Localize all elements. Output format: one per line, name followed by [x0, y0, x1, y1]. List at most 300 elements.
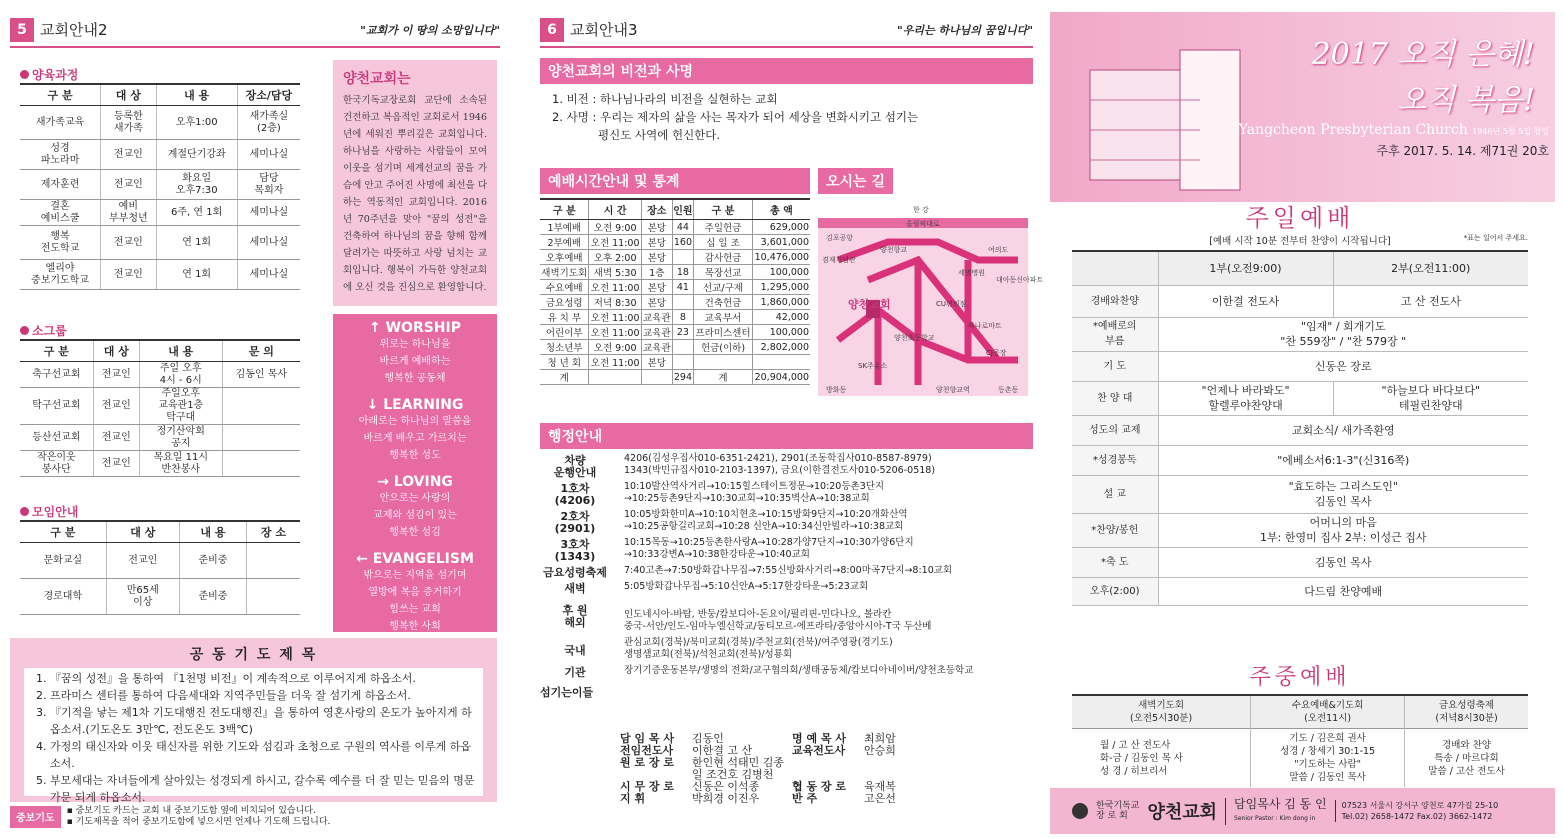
- table-cell: 주일헌금: [694, 220, 753, 235]
- table-cell: 목장선교: [694, 265, 753, 280]
- table-cell: 프라미스센터: [694, 325, 753, 340]
- table-row: [20, 226, 300, 260]
- smallgroup-table: [20, 339, 300, 477]
- table-cell: 계: [540, 370, 589, 385]
- footnote-label: 중보기도: [10, 806, 61, 828]
- table-cell: 오전 11:00: [589, 235, 641, 250]
- table-row: [1072, 445, 1528, 475]
- table-cell: 준비중: [179, 579, 246, 615]
- admin-label: 국내: [564, 644, 586, 657]
- order-label: *성경봉독: [1072, 445, 1158, 475]
- footnote: 중보기도 ▪ 중보기도 카드는 교회 내 중보기도함 옆에 비치되어 있습니다. ▪ 기도제목을 적어 중보기도함에 넣으시면 언제나 기도해 드립니다.: [10, 806, 330, 828]
- table-cell: 새가족교육: [20, 106, 101, 140]
- map-title: 오시는 길: [818, 168, 893, 194]
- dawn-header: 새벽기도회 (오전5시30분): [1129, 700, 1193, 724]
- address: 07523 서울시 강서구 양천로 47가길 25-10: [1341, 801, 1499, 810]
- map-label: 세명병원: [958, 269, 986, 277]
- sunday-title: 주일예배: [1245, 204, 1355, 232]
- value-heading-text: LOVING: [393, 474, 453, 490]
- table-cell: 2부예배: [540, 235, 589, 250]
- table-cell: 100,000: [752, 325, 810, 340]
- servant-names: 최희암: [864, 732, 896, 745]
- order-content: "에베소서6:1-3"(신316쪽): [1158, 445, 1528, 475]
- table-cell: 3,601,000: [752, 235, 810, 250]
- admin-label: 새벽: [564, 582, 586, 595]
- table-cell: 본당: [641, 220, 672, 235]
- table-cell: 저녁 8:30: [589, 295, 641, 310]
- footnote-line: 중보기도 카드는 교회 내 중보기도함 옆에 비치되어 있습니다.: [75, 806, 316, 816]
- table-cell: 준비중: [179, 543, 246, 579]
- order-content: 김동인 목사: [1158, 547, 1528, 577]
- value-heading-text: LEARNING: [383, 397, 464, 413]
- vision-line: 평신도 사역에 헌신한다.: [598, 128, 721, 142]
- map-label: SK주유소: [858, 362, 888, 370]
- table-row: [20, 170, 300, 200]
- arrow-icon: →: [377, 474, 394, 490]
- admin-text: 10:05방화한미A→10:10치현초→10:15방화9단지→10:20개화산역 →10:25공항길리교회→10:28 신안A→10:34신안빌라→10:38교회: [624, 509, 908, 532]
- value-block: [333, 320, 497, 387]
- servant-role: 전임전도사: [620, 744, 674, 757]
- column-header: 장 소: [246, 521, 300, 543]
- church-english-name: Yangcheon Presbyterian Church: [1238, 122, 1468, 138]
- table-cell: 새벽기도회: [540, 265, 589, 280]
- phone: Tel.02) 2658-1472 Fax.02) 3662-1472: [1341, 812, 1493, 821]
- col-first-service: 1부(오전9:00): [1158, 251, 1333, 285]
- table-row: [20, 425, 300, 451]
- table-cell: 선교/구제: [694, 280, 753, 295]
- admin-text: 인도네시아-바탐, 반둥/캄보디아-돈요이/필리핀-민다나오, 볼라칸 중국-서안/인도-임마누엘신학교/동티모르-에프라타/중앙아시아-T국 두산베: [624, 609, 932, 632]
- table-row: [540, 250, 810, 265]
- table-cell: 담당 목회자: [237, 170, 300, 200]
- value-block: [333, 551, 497, 635]
- table-cell: 교육부서: [694, 310, 753, 325]
- value-heading: [333, 397, 497, 413]
- column-header: 대 상: [93, 340, 139, 362]
- table-cell: [672, 340, 693, 355]
- servant-row: [620, 757, 924, 781]
- column-header: 대 상: [106, 521, 179, 543]
- admin-text: 7:40고촌→7:50방화갑나무집→7:55신방화사거리→8:00마곡7단지→8:10교회: [624, 565, 953, 576]
- servant-names: [864, 757, 924, 781]
- table-cell: 목요일 11시 반찬봉사: [139, 451, 222, 477]
- table-cell: 주일 오후 4시 - 6시: [139, 362, 222, 388]
- prayer-item: 4. 가정의 태신자와 이웃 태신자를 위한 기도와 섬김과 초청으로 구원의 역사를 이루게 하옵소서.: [50, 738, 475, 772]
- table-cell: 문화교실: [20, 543, 106, 579]
- table-row: [20, 579, 300, 615]
- servant-row: [620, 793, 924, 805]
- table-cell: 교육관: [641, 325, 672, 340]
- column-header: 구 분: [20, 84, 101, 106]
- value-body: 위로는 하나님을 바르게 예배하는 행복한 공동체: [379, 339, 451, 384]
- table-cell: 44: [672, 220, 693, 235]
- table-cell: 주일오후 교육관1층 탁구대: [139, 388, 222, 425]
- table-cell: 전교인: [106, 543, 179, 579]
- table-cell: 20,904,000: [752, 370, 810, 385]
- table-row: [540, 295, 810, 310]
- meeting-table: [20, 520, 300, 615]
- table-cell: 100,000: [752, 265, 810, 280]
- table-cell: 1층: [641, 265, 672, 280]
- admin-title: 행정안내: [540, 423, 1033, 449]
- table-cell: 전교인: [101, 260, 156, 290]
- table-row: [540, 355, 810, 370]
- table-cell: [641, 370, 672, 385]
- map-label: 김포공항: [826, 234, 854, 242]
- table-cell: 오후1:00: [156, 106, 237, 140]
- friday-header: 금요성령축제 (저녁8시30분): [1405, 695, 1528, 729]
- nurture-section: [20, 66, 300, 290]
- table-row: [1072, 415, 1528, 445]
- value-heading-text: EVANGELISM: [372, 551, 474, 567]
- table-cell: 오전 9:00: [589, 340, 641, 355]
- vision-line: 2. 사명 : 우리는 제자의 삶을 사는 목자가 되어 세상을 변화시키고 섬기는: [552, 110, 919, 124]
- cover-footer: [1050, 788, 1555, 834]
- table-row: [1072, 381, 1528, 415]
- table-row: [540, 340, 810, 355]
- admin-text: 4206(김성우집사010-6351-2421), 2901(조동학집사010-8587-8979) 1343(박민규집사010-2103-1397), 금요(이한결전도사010-5206-0518): [624, 453, 936, 476]
- order-label: 설 교: [1072, 475, 1158, 513]
- table-cell: 오전 11:00: [589, 280, 641, 295]
- vision-values-box: [333, 314, 497, 632]
- table-cell: 41: [672, 280, 693, 295]
- table-cell: 화요일 오후7:30: [156, 170, 237, 200]
- table-cell: 청소년부: [540, 340, 589, 355]
- denomination-name: 한국기독교 장 로 회: [1096, 801, 1140, 821]
- table-cell: 연 1회: [156, 260, 237, 290]
- servant-names: 고은선: [864, 792, 896, 805]
- page-quote: "우리는 하나님의 꿈입니다": [896, 24, 1033, 37]
- table-cell: [589, 370, 641, 385]
- table-cell: [246, 543, 300, 579]
- sunday-subtitle: [예배 시작 10분 전부터 찬양이 시작됩니다]: [1209, 236, 1391, 247]
- table-cell: 김동인 목사: [222, 362, 300, 388]
- admin-text: 관심교회(경북)/북미교회(경북)/주천교회(전북)/여주영광(경기도) 생명샘교회(전북)/석천교회(전북)/성룡회: [624, 637, 893, 660]
- table-cell: 2,802,000: [752, 340, 810, 355]
- table-cell: [246, 579, 300, 615]
- servants-label: 섬기는이들: [540, 686, 594, 699]
- section-title: 소그룹: [32, 324, 67, 338]
- table-row: [20, 140, 300, 170]
- vision-line: 1. 비전 : 하나님나라의 비전을 실현하는 교회: [552, 92, 778, 106]
- prayer-item: 3. 『기적을 낳는 제1차 기도대행진 전도대행진』을 통하여 영혼사랑의 온도가 높아지게 하옵소서.(기도온도 3만℃, 전도온도 3백℃): [50, 704, 475, 738]
- admin-label: 후 원 해외: [562, 604, 588, 629]
- table-cell: 42,000: [752, 310, 810, 325]
- arrow-icon: ←: [356, 551, 373, 567]
- church-name: 양천교회: [1147, 802, 1218, 823]
- page-number: 5: [10, 18, 34, 42]
- order-content: 다드림 찬양예배: [1158, 577, 1528, 605]
- value-body: 아래로는 하나님의 말씀을 바르게 배우고 가르치는 행복한 성도: [358, 416, 472, 461]
- servant-names: 육재복: [864, 780, 896, 793]
- table-cell: [694, 355, 753, 370]
- order-content: "임재" / 회개기도 "찬 559장" / "찬 579장 ": [1158, 317, 1528, 351]
- table-row: [540, 325, 810, 340]
- col-second-service: 2부(오전11:00): [1333, 251, 1528, 285]
- founded-date: 1946년 5월 5일 창립: [1472, 127, 1549, 136]
- table-cell: 경로대학: [20, 579, 106, 615]
- value-block: [333, 397, 497, 464]
- servant-names: 신동은 이석종: [692, 780, 760, 793]
- table-cell: 엘리야 중보기도학교: [20, 260, 101, 290]
- table-row: [540, 481, 973, 509]
- stats-table: [540, 198, 810, 385]
- table-row: [540, 597, 973, 637]
- church-building-image: [1060, 30, 1270, 200]
- order-content: 신동은 장로: [1158, 351, 1528, 381]
- page-quote: "교회가 이 땅의 소망입니다": [360, 24, 500, 37]
- table-cell: 교육관: [641, 310, 672, 325]
- table-cell: [672, 355, 693, 370]
- table-row: [1072, 351, 1528, 381]
- banner-line-1: 2017 오직 은혜!: [1311, 37, 1535, 72]
- map-label: 하나로마트: [968, 322, 1002, 330]
- map-label: 겸재기념관: [822, 256, 856, 264]
- table-cell: 등록한 새가족: [101, 106, 156, 140]
- intro-text: 한국기독교장로회 교단에 소속된 건전하고 복음적인 교회로서 1946년에 세워진 뿌리깊은 교회입니다. 하나님을 사랑하는 사람들이 모여 이웃을 섬기며 세계선교의 꿈을 가슴에 안고 주어진 사명에 최선을 다하는 역동적인 교회입니다. 2016년 70주년을 맞아 "꿈의 성전"을 건축하여 하나님의 꿈을 향해 함께 달려가는 따뜻하고 사랑 넘치는 교회입니다. 행복이 가득한 양천교회에 오신 것을 진심으로 환영합니다.: [343, 95, 487, 293]
- servant-role: 원 로 장 로: [620, 756, 674, 769]
- page-title: 교회안내3: [570, 21, 638, 39]
- table-row: [1072, 547, 1528, 577]
- table-cell: 전교인: [93, 388, 139, 425]
- table-cell: 23: [672, 325, 693, 340]
- order-first: 이한결 전도사: [1158, 285, 1333, 317]
- prayer-box: [10, 638, 497, 802]
- table-cell: 전교인: [101, 226, 156, 260]
- table-cell: 작은이웃 봉사단: [20, 451, 93, 477]
- servant-role: 지 휘: [620, 792, 646, 805]
- pastor-name: 담임목사 김 동 인: [1234, 796, 1327, 811]
- value-heading: [333, 551, 497, 567]
- table-cell: 1부예배: [540, 220, 589, 235]
- weekday-title: 주중예배: [1249, 665, 1351, 690]
- order-label: 성도의 교제: [1072, 415, 1158, 445]
- table-cell: 본당: [641, 250, 672, 265]
- prayer-item: 1. 『꿈의 성전』을 통하여 『1천명 비전』이 계속적으로 이루어지게 하옵소서.: [50, 670, 475, 687]
- stats-section: [540, 168, 810, 385]
- table-row: [1072, 317, 1528, 351]
- admin-label: 2호차 (2901): [554, 510, 596, 535]
- map-label: 양천교회: [848, 298, 891, 311]
- order-label: *찬양/봉헌: [1072, 513, 1158, 547]
- table-cell: 건축헌금: [694, 295, 753, 310]
- table-row: [540, 235, 810, 250]
- table-cell: 교육관: [641, 340, 672, 355]
- table-row: [20, 200, 300, 226]
- column-header: 구 분: [20, 521, 106, 543]
- table-cell: 정기산악회 공지: [139, 425, 222, 451]
- page5-header: [10, 18, 500, 48]
- table-row: [20, 543, 300, 579]
- order-second: 고 산 전도사: [1333, 285, 1528, 317]
- table-cell: 수요예배: [540, 280, 589, 295]
- arrow-icon: ↓: [366, 397, 384, 413]
- value-block: [333, 474, 497, 541]
- column-header: 내 용: [156, 84, 237, 106]
- table-cell: 탁구선교회: [20, 388, 93, 425]
- column-header: 장소/담당: [237, 84, 300, 106]
- column-header: 대 상: [101, 84, 156, 106]
- section-title: 모임안내: [32, 505, 79, 519]
- table-cell: 8: [672, 310, 693, 325]
- table-row: [540, 565, 973, 581]
- table-cell: 세미나실: [237, 200, 300, 226]
- servant-names: 이한결 고 산: [692, 744, 753, 757]
- table-cell: 18: [672, 265, 693, 280]
- wednesday-header: 수요예배&기도회 (오전11시): [1251, 695, 1405, 729]
- table-cell: 계절단기강좌: [156, 140, 237, 170]
- table-row: [540, 280, 810, 295]
- page-number: 6: [540, 18, 564, 42]
- table-cell: 감사헌금: [694, 250, 753, 265]
- order-label: 찬 양 대: [1072, 381, 1158, 415]
- table-row: [540, 665, 973, 681]
- table-cell: 유 치 부: [540, 310, 589, 325]
- column-header: 구 분: [20, 340, 93, 362]
- table-cell: 금요성령: [540, 295, 589, 310]
- banner-line-2: 오직 복음!: [1397, 83, 1535, 118]
- servant-role: 시 무 장 로: [620, 780, 674, 793]
- table-cell: 등산선교회: [20, 425, 93, 451]
- column-header: 내 용: [139, 340, 222, 362]
- admin-label: 금요성령축제: [543, 566, 607, 579]
- admin-label: 3호차 (1343): [554, 538, 596, 563]
- table-cell: 결혼 예비스쿨: [20, 200, 101, 226]
- table-row: [20, 362, 300, 388]
- order-label: 기 도: [1072, 351, 1158, 381]
- order-header-blank: [1072, 251, 1158, 285]
- sunday-order-table: [1072, 250, 1528, 606]
- value-heading-text: WORSHIP: [385, 320, 461, 336]
- order-content: 어머니의 마음 1부: 한영미 집사 2부: 이성근 집사: [1158, 513, 1528, 547]
- column-header: 구 분: [694, 199, 753, 220]
- table-row: [540, 509, 973, 537]
- column-header: 시 간: [589, 199, 641, 220]
- admin-label: 1호차 (4206): [554, 482, 596, 507]
- order-label: *예배로의 부름: [1072, 317, 1158, 351]
- map-label: 올림픽대로: [906, 220, 940, 228]
- table-cell: [222, 388, 300, 425]
- servant-role: 담 임 목 사: [620, 732, 674, 745]
- page-title: 교회안내2: [40, 21, 108, 39]
- table-cell: 새벽 5:30: [589, 265, 641, 280]
- dawn-details: 월 / 고 산 전도사 화-금 / 김동인 목 사 성 경 / 히브리서: [1100, 739, 1183, 777]
- prayer-title: 공 동 기 도 제 목: [189, 647, 318, 663]
- value-heading: [333, 474, 497, 490]
- column-header: 장소: [641, 199, 672, 220]
- table-row: [540, 537, 973, 565]
- column-header: 구 분: [540, 199, 589, 220]
- table-cell: 본당: [641, 235, 672, 250]
- column-header: 인원: [672, 199, 693, 220]
- table-cell: 본당: [641, 355, 672, 370]
- order-label: 오후(2:00): [1072, 577, 1158, 605]
- page6-header: [540, 18, 1033, 48]
- table-cell: 세미나실: [237, 260, 300, 290]
- smallgroup-section: [20, 322, 300, 477]
- weekday-table: [1072, 694, 1528, 787]
- servant-role: 교육전도사: [792, 744, 846, 757]
- map-label: CU편의점: [936, 300, 967, 308]
- order-second: "하늘보다 바다보다" 테필린찬양대: [1333, 381, 1528, 415]
- map-label: 양천초등학교: [894, 334, 935, 342]
- value-body: 안으로는 사랑의 교제와 섬김이 있는 행복한 섬김: [373, 493, 457, 538]
- table-row: [540, 581, 973, 597]
- admin-label: 차량 운행안내: [553, 454, 597, 479]
- table-cell: 청 년 회: [540, 355, 589, 370]
- admin-text: 장기기증운동본부/생명의 전화/교구협의회/생태공동체/캄보디아네이버/양천초등학교: [624, 665, 974, 676]
- table-cell: 629,000: [752, 220, 810, 235]
- order-content: 교회소식/ 새가족환영: [1158, 415, 1528, 445]
- table-row: [20, 106, 300, 140]
- footnote-line: 기도제목을 적어 중보기도함에 넣으시면 언제나 기도해 드립니다.: [75, 817, 331, 827]
- table-row: [1072, 475, 1528, 513]
- prayer-item: 2. 프라미스 센터를 통하여 다음세대와 지역주민들을 더욱 잘 섬기게 하옵소서.: [50, 687, 475, 704]
- table-row: [1072, 513, 1528, 547]
- map-label: 양천향교: [880, 246, 908, 254]
- denomination-logo-icon: [1072, 803, 1088, 819]
- servant-names: 김동인: [692, 732, 724, 745]
- admin-text: 10:10발산역사거리→10:15힐스테이트정문→10:20등촌3단지 →10:25등촌9단지→10:30교회→10:35벽산A→10:38교회: [624, 481, 885, 504]
- friday-details: 경배와 찬양 특송 / 마르다회 말씀 / 고산 전도사: [1405, 729, 1528, 788]
- table-row: [20, 388, 300, 425]
- map-label: 등촌동: [998, 386, 1019, 394]
- table-cell: [672, 295, 693, 310]
- table-cell: [222, 451, 300, 477]
- sunday-worship: [1072, 198, 1528, 247]
- table-cell: [752, 355, 810, 370]
- value-body: 밖으로는 지역을 섬기며 열방에 복음 증거하기 힘쓰는 교회 행복한 사회: [363, 570, 467, 632]
- table-cell: 전교인: [101, 170, 156, 200]
- table-cell: 십 일 조: [694, 235, 753, 250]
- table-row: [540, 220, 810, 235]
- table-cell: 행복 전도학교: [20, 226, 101, 260]
- map-label: 한 강: [913, 206, 929, 214]
- table-cell: 헌금(이하): [694, 340, 753, 355]
- table-cell: 만65세 이상: [106, 579, 179, 615]
- admin-label: 기관: [564, 666, 586, 679]
- value-heading: [333, 320, 497, 336]
- table-row: [540, 310, 810, 325]
- admin-section: [540, 423, 1033, 805]
- table-cell: 예비 부부청년: [101, 200, 156, 226]
- table-cell: 본당: [641, 295, 672, 310]
- table-cell: 세미나실: [237, 140, 300, 170]
- table-cell: 오전 11:00: [589, 325, 641, 340]
- table-cell: 제자훈련: [20, 170, 101, 200]
- table-row: [1072, 285, 1528, 317]
- table-cell: 새가족실 (2층): [237, 106, 300, 140]
- admin-text: 5:05방화갑나무집→5:10신안A→5:17한강타운→5:23교회: [624, 581, 869, 592]
- arrow-icon: ↑: [368, 320, 386, 336]
- cover-banner: [1050, 12, 1555, 202]
- nurture-table: [20, 83, 300, 290]
- table-cell: [672, 250, 693, 265]
- standing-note: *표는 일어서 주세요.: [1463, 234, 1528, 242]
- table-cell: 계: [694, 370, 753, 385]
- table-cell: 160: [673, 236, 692, 248]
- table-cell: 축구선교회: [20, 362, 93, 388]
- table-cell: 전교인: [93, 451, 139, 477]
- map-label: 대아동신아파트: [996, 276, 1044, 284]
- order-label: *축 도: [1072, 547, 1158, 577]
- table-row: [20, 451, 300, 477]
- admin-text: 10:15목동→10:25등촌한사랑A→10:28가양7단지→10:30가양6단지 →10:33강변A→10:38한강타운→10:40교회: [624, 537, 914, 560]
- table-cell: 1,295,000: [752, 280, 810, 295]
- table-row: [540, 265, 810, 280]
- table-cell: 세미나실: [237, 226, 300, 260]
- table-cell: 전교인: [93, 362, 139, 388]
- table-cell: 오전 11:00: [589, 355, 641, 370]
